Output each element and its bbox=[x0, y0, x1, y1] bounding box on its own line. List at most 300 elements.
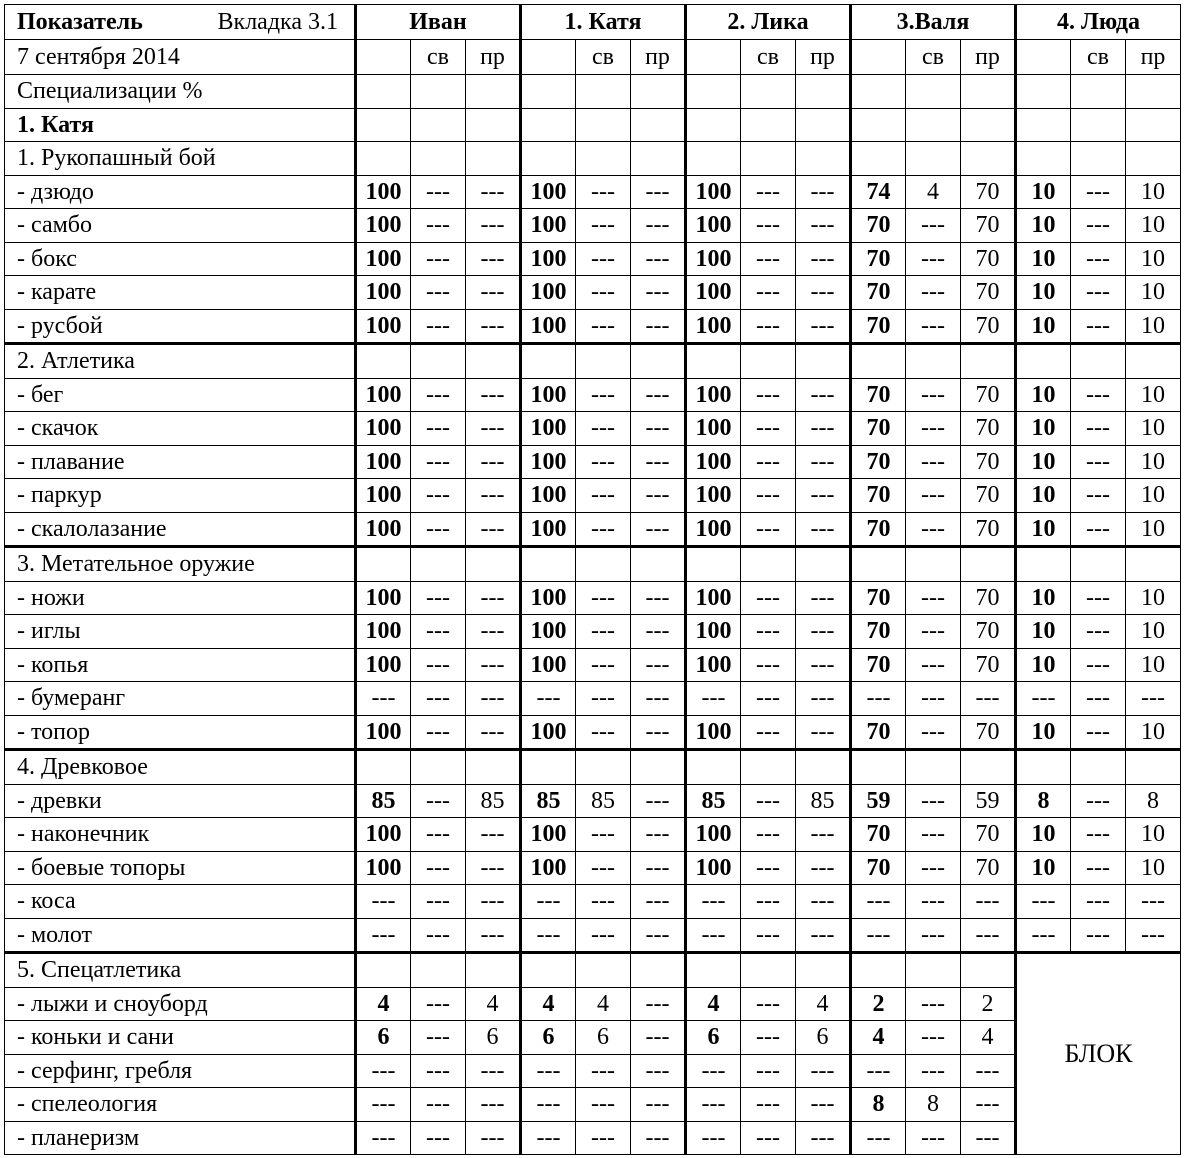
table-cell: 59 bbox=[851, 784, 906, 818]
table-cell: --- bbox=[521, 918, 576, 953]
table-cell: 10 bbox=[1016, 615, 1071, 649]
table-cell: 4 bbox=[961, 1021, 1016, 1055]
table-cell: --- bbox=[741, 581, 796, 615]
table-cell: 10 bbox=[1126, 412, 1181, 446]
subheader-cell bbox=[1016, 40, 1071, 75]
row-label: - паркур bbox=[5, 479, 356, 513]
table-cell: --- bbox=[466, 1121, 521, 1155]
table-cell: --- bbox=[1071, 818, 1126, 852]
table-cell: 100 bbox=[686, 175, 741, 209]
table-cell bbox=[961, 344, 1016, 379]
table-cell: 100 bbox=[686, 242, 741, 276]
table-cell bbox=[466, 75, 521, 109]
table-cell: --- bbox=[576, 615, 631, 649]
table-cell: --- bbox=[961, 885, 1016, 919]
table-cell: --- bbox=[576, 512, 631, 547]
table-cell: --- bbox=[411, 1121, 466, 1155]
table-cell: 10 bbox=[1126, 648, 1181, 682]
table-cell: --- bbox=[1071, 851, 1126, 885]
table-cell: 10 bbox=[1016, 445, 1071, 479]
table-cell: 85 bbox=[521, 784, 576, 818]
table-row bbox=[5, 682, 1181, 716]
table-cell: --- bbox=[1071, 581, 1126, 615]
table-cell: 10 bbox=[1126, 309, 1181, 344]
table-cell: 100 bbox=[521, 818, 576, 852]
table-cell bbox=[1016, 108, 1071, 142]
table-cell: --- bbox=[411, 615, 466, 649]
table-cell: 70 bbox=[851, 479, 906, 513]
table-cell bbox=[466, 547, 521, 582]
table-cell: 10 bbox=[1016, 309, 1071, 344]
table-cell bbox=[796, 953, 851, 988]
table-cell bbox=[356, 953, 411, 988]
table-cell: 100 bbox=[356, 242, 411, 276]
table-cell: --- bbox=[411, 479, 466, 513]
table-cell: --- bbox=[631, 209, 686, 243]
table-cell: 70 bbox=[851, 209, 906, 243]
table-cell: --- bbox=[741, 682, 796, 716]
group-header: Иван bbox=[356, 5, 521, 40]
table-cell: --- bbox=[741, 648, 796, 682]
table-cell: --- bbox=[576, 715, 631, 750]
table-row bbox=[5, 784, 1181, 818]
table-cell: --- bbox=[741, 445, 796, 479]
table-cell: 100 bbox=[521, 648, 576, 682]
table-cell: --- bbox=[741, 818, 796, 852]
table-cell: --- bbox=[631, 175, 686, 209]
table-cell: 70 bbox=[961, 479, 1016, 513]
table-cell: --- bbox=[411, 1021, 466, 1055]
subheader-cell bbox=[521, 40, 576, 75]
subheader-pr: пр bbox=[1126, 40, 1181, 75]
table-cell: 100 bbox=[356, 445, 411, 479]
table-row bbox=[5, 581, 1181, 615]
table-cell: --- bbox=[1071, 715, 1126, 750]
table-cell: 70 bbox=[961, 378, 1016, 412]
row-label: - копья bbox=[5, 648, 356, 682]
table-cell: 4 bbox=[466, 987, 521, 1021]
table-cell bbox=[906, 547, 961, 582]
table-cell: 70 bbox=[961, 242, 1016, 276]
table-cell: --- bbox=[631, 784, 686, 818]
table-cell bbox=[1126, 750, 1181, 785]
table-cell: --- bbox=[1071, 378, 1126, 412]
table-cell: 100 bbox=[686, 581, 741, 615]
table-row bbox=[5, 1088, 1181, 1122]
table-cell bbox=[906, 953, 961, 988]
table-cell: --- bbox=[1126, 918, 1181, 953]
table-cell: 100 bbox=[521, 412, 576, 446]
table-cell bbox=[1071, 108, 1126, 142]
table-cell: --- bbox=[741, 918, 796, 953]
table-cell: 100 bbox=[356, 175, 411, 209]
table-cell: --- bbox=[576, 276, 631, 310]
table-cell: 70 bbox=[851, 581, 906, 615]
table-cell bbox=[1126, 75, 1181, 109]
table-cell: --- bbox=[356, 885, 411, 919]
table-cell: --- bbox=[741, 1021, 796, 1055]
table-row bbox=[5, 445, 1181, 479]
table-cell: 10 bbox=[1126, 276, 1181, 310]
table-cell: --- bbox=[631, 1054, 686, 1088]
table-cell: --- bbox=[906, 918, 961, 953]
row-label: - топор bbox=[5, 715, 356, 750]
table-cell: --- bbox=[1071, 175, 1126, 209]
table-cell: --- bbox=[906, 818, 961, 852]
table-cell: 4 bbox=[851, 1021, 906, 1055]
block-cell: БЛОК bbox=[1016, 953, 1181, 1155]
table-cell bbox=[741, 547, 796, 582]
table-cell: --- bbox=[576, 445, 631, 479]
table-cell: --- bbox=[961, 682, 1016, 716]
table-cell: --- bbox=[466, 715, 521, 750]
table-row bbox=[5, 1121, 1181, 1155]
table-cell: 10 bbox=[1016, 412, 1071, 446]
table-cell: 100 bbox=[356, 615, 411, 649]
table-cell bbox=[1016, 750, 1071, 785]
table-cell bbox=[686, 953, 741, 988]
table-cell: --- bbox=[631, 412, 686, 446]
table-cell: 10 bbox=[1126, 209, 1181, 243]
subheader-sv: св bbox=[741, 40, 796, 75]
table-cell: 6 bbox=[466, 1021, 521, 1055]
table-row bbox=[5, 987, 1181, 1021]
table-cell: 10 bbox=[1016, 378, 1071, 412]
table-cell bbox=[686, 547, 741, 582]
table-cell: 70 bbox=[851, 851, 906, 885]
subheader-sv: св bbox=[576, 40, 631, 75]
table-cell: --- bbox=[466, 309, 521, 344]
table-cell: --- bbox=[411, 648, 466, 682]
subheader-sv: св bbox=[1071, 40, 1126, 75]
table-cell: --- bbox=[906, 1054, 961, 1088]
table-cell: --- bbox=[576, 918, 631, 953]
table-cell: --- bbox=[906, 648, 961, 682]
table-cell: --- bbox=[741, 715, 796, 750]
section-row bbox=[5, 953, 1181, 988]
row-label: - ножи bbox=[5, 581, 356, 615]
table-cell: 10 bbox=[1016, 242, 1071, 276]
table-cell: 8 bbox=[906, 1088, 961, 1122]
table-cell: --- bbox=[906, 276, 961, 310]
table-cell: --- bbox=[851, 885, 906, 919]
table-cell: --- bbox=[576, 648, 631, 682]
table-cell: --- bbox=[631, 309, 686, 344]
table-cell bbox=[521, 344, 576, 379]
table-cell bbox=[1071, 344, 1126, 379]
table-cell: 10 bbox=[1126, 378, 1181, 412]
subheader-pr: пр bbox=[961, 40, 1016, 75]
row-label: - древки bbox=[5, 784, 356, 818]
table-cell: --- bbox=[906, 615, 961, 649]
table-cell: 100 bbox=[356, 851, 411, 885]
table-cell: 70 bbox=[961, 615, 1016, 649]
table-cell: --- bbox=[466, 885, 521, 919]
table-cell: --- bbox=[741, 378, 796, 412]
table-cell: --- bbox=[1071, 479, 1126, 513]
table-cell: --- bbox=[1071, 682, 1126, 716]
table-cell: 2 bbox=[851, 987, 906, 1021]
table-cell: 85 bbox=[796, 784, 851, 818]
table-cell: --- bbox=[851, 1121, 906, 1155]
row-label: - русбой bbox=[5, 309, 356, 344]
table-cell: --- bbox=[796, 479, 851, 513]
table-cell: --- bbox=[411, 818, 466, 852]
table-cell: --- bbox=[631, 615, 686, 649]
table-cell: --- bbox=[466, 209, 521, 243]
table-cell: 10 bbox=[1016, 175, 1071, 209]
table-cell: --- bbox=[1071, 209, 1126, 243]
table-cell: 8 bbox=[1016, 784, 1071, 818]
table-cell: 100 bbox=[356, 309, 411, 344]
table-cell: --- bbox=[741, 1054, 796, 1088]
table-cell: --- bbox=[796, 175, 851, 209]
specializations-table bbox=[4, 4, 1181, 1155]
table-cell: 70 bbox=[851, 818, 906, 852]
table-cell: --- bbox=[961, 1054, 1016, 1088]
table-cell: 4 bbox=[356, 987, 411, 1021]
table-cell: --- bbox=[411, 581, 466, 615]
table-cell: --- bbox=[466, 1088, 521, 1122]
table-cell: --- bbox=[906, 682, 961, 716]
table-cell: 100 bbox=[521, 445, 576, 479]
table-cell: --- bbox=[1071, 885, 1126, 919]
table-cell: 4 bbox=[576, 987, 631, 1021]
table-cell: --- bbox=[576, 309, 631, 344]
table-cell bbox=[1126, 344, 1181, 379]
table-cell: --- bbox=[411, 242, 466, 276]
table-cell: --- bbox=[356, 1121, 411, 1155]
table-cell bbox=[1016, 344, 1071, 379]
subheader-pr: пр bbox=[466, 40, 521, 75]
table-cell: --- bbox=[411, 209, 466, 243]
table-cell: --- bbox=[411, 918, 466, 953]
table-cell: --- bbox=[576, 378, 631, 412]
table-cell: --- bbox=[466, 1054, 521, 1088]
table-row bbox=[5, 276, 1181, 310]
table-cell: --- bbox=[466, 682, 521, 716]
table-cell: --- bbox=[411, 715, 466, 750]
table-cell: --- bbox=[631, 1088, 686, 1122]
table-cell: --- bbox=[356, 1088, 411, 1122]
table-cell: 70 bbox=[851, 276, 906, 310]
header-title-cell bbox=[5, 5, 356, 40]
table-cell: --- bbox=[576, 1088, 631, 1122]
table-cell: 70 bbox=[851, 445, 906, 479]
table-cell: 100 bbox=[686, 412, 741, 446]
table-cell: 100 bbox=[356, 412, 411, 446]
table-cell bbox=[961, 750, 1016, 785]
table-cell: --- bbox=[906, 987, 961, 1021]
table-cell: 85 bbox=[466, 784, 521, 818]
row-label: - бумеранг bbox=[5, 682, 356, 716]
table-row bbox=[5, 242, 1181, 276]
table-cell: --- bbox=[356, 682, 411, 716]
table-cell: --- bbox=[741, 1088, 796, 1122]
table-cell: 100 bbox=[521, 175, 576, 209]
table-cell: --- bbox=[796, 512, 851, 547]
table-cell bbox=[356, 142, 411, 176]
table-cell: --- bbox=[741, 885, 796, 919]
table-cell bbox=[906, 344, 961, 379]
table-cell: --- bbox=[576, 242, 631, 276]
table-cell: 6 bbox=[521, 1021, 576, 1055]
table-cell: --- bbox=[741, 615, 796, 649]
table-cell: --- bbox=[466, 648, 521, 682]
table-cell: --- bbox=[466, 378, 521, 412]
table-cell: 100 bbox=[521, 512, 576, 547]
table-cell: --- bbox=[796, 581, 851, 615]
table-cell: --- bbox=[631, 1021, 686, 1055]
table-cell: --- bbox=[796, 445, 851, 479]
table-cell: --- bbox=[576, 682, 631, 716]
table-cell bbox=[906, 108, 961, 142]
table-cell: --- bbox=[631, 512, 686, 547]
table-cell bbox=[961, 953, 1016, 988]
table-cell: --- bbox=[906, 581, 961, 615]
table-cell: --- bbox=[1071, 648, 1126, 682]
table-cell: --- bbox=[521, 1088, 576, 1122]
table-cell bbox=[906, 750, 961, 785]
table-cell bbox=[851, 108, 906, 142]
table-cell: --- bbox=[741, 851, 796, 885]
table-cell: --- bbox=[851, 682, 906, 716]
table-cell: 70 bbox=[961, 445, 1016, 479]
table-cell: --- bbox=[1071, 412, 1126, 446]
subheader-pr: пр bbox=[631, 40, 686, 75]
table-cell: 100 bbox=[356, 378, 411, 412]
row-label: - молот bbox=[5, 918, 356, 953]
table-cell bbox=[741, 953, 796, 988]
table-cell: --- bbox=[796, 1088, 851, 1122]
table-cell: 100 bbox=[356, 479, 411, 513]
table-cell: 70 bbox=[961, 209, 1016, 243]
table-cell bbox=[1126, 108, 1181, 142]
table-cell: 70 bbox=[851, 412, 906, 446]
table-cell: 6 bbox=[356, 1021, 411, 1055]
table-cell bbox=[466, 142, 521, 176]
table-cell: 100 bbox=[356, 648, 411, 682]
table-cell: 70 bbox=[961, 412, 1016, 446]
table-cell: --- bbox=[741, 309, 796, 344]
table-cell bbox=[686, 344, 741, 379]
table-cell: --- bbox=[466, 242, 521, 276]
table-cell: --- bbox=[411, 276, 466, 310]
date-label: 7 сентября 2014 bbox=[5, 40, 356, 75]
table-cell bbox=[796, 75, 851, 109]
table-cell: --- bbox=[521, 885, 576, 919]
table-cell: 100 bbox=[686, 648, 741, 682]
table-row bbox=[5, 512, 1181, 547]
table-cell: --- bbox=[631, 648, 686, 682]
table-cell: --- bbox=[411, 512, 466, 547]
table-cell: 74 bbox=[851, 175, 906, 209]
table-cell: --- bbox=[631, 581, 686, 615]
table-cell: 10 bbox=[1126, 818, 1181, 852]
table-cell: 10 bbox=[1016, 715, 1071, 750]
table-cell bbox=[1016, 142, 1071, 176]
table-cell: 70 bbox=[851, 378, 906, 412]
table-cell: --- bbox=[906, 412, 961, 446]
table-cell: --- bbox=[576, 818, 631, 852]
table-row bbox=[5, 209, 1181, 243]
table-cell: --- bbox=[411, 1088, 466, 1122]
table-cell bbox=[741, 142, 796, 176]
table-cell: 10 bbox=[1016, 581, 1071, 615]
table-cell bbox=[796, 344, 851, 379]
table-cell: 100 bbox=[521, 276, 576, 310]
table-cell: --- bbox=[576, 885, 631, 919]
table-cell: 100 bbox=[686, 615, 741, 649]
table-cell: --- bbox=[906, 378, 961, 412]
table-cell: --- bbox=[796, 715, 851, 750]
table-cell: --- bbox=[1071, 784, 1126, 818]
table-cell: --- bbox=[466, 276, 521, 310]
table-cell: --- bbox=[356, 918, 411, 953]
row-label: - лыжи и сноуборд bbox=[5, 987, 356, 1021]
table-cell: 10 bbox=[1016, 648, 1071, 682]
table-cell: --- bbox=[356, 1054, 411, 1088]
table-cell bbox=[576, 142, 631, 176]
table-cell: --- bbox=[906, 851, 961, 885]
table-cell: --- bbox=[906, 1121, 961, 1155]
table-cell bbox=[961, 108, 1016, 142]
table-cell bbox=[851, 750, 906, 785]
table-cell: --- bbox=[521, 1121, 576, 1155]
section-row bbox=[5, 75, 1181, 109]
table-cell bbox=[851, 142, 906, 176]
subheader-cell bbox=[686, 40, 741, 75]
table-cell: --- bbox=[906, 512, 961, 547]
section-label: 4. Древковое bbox=[5, 750, 356, 785]
table-cell bbox=[1071, 750, 1126, 785]
table-cell: --- bbox=[411, 987, 466, 1021]
table-cell: 4 bbox=[796, 987, 851, 1021]
table-cell: 10 bbox=[1016, 276, 1071, 310]
table-cell: 4 bbox=[906, 175, 961, 209]
table-cell: --- bbox=[906, 715, 961, 750]
table-cell bbox=[686, 108, 741, 142]
table-cell bbox=[741, 108, 796, 142]
table-cell: --- bbox=[521, 1054, 576, 1088]
table-cell: --- bbox=[411, 885, 466, 919]
table-cell: 100 bbox=[686, 851, 741, 885]
table-cell: 100 bbox=[686, 378, 741, 412]
table-cell bbox=[906, 142, 961, 176]
table-cell: --- bbox=[686, 1054, 741, 1088]
row-label: - скачок bbox=[5, 412, 356, 446]
table-cell: --- bbox=[411, 309, 466, 344]
table-cell: 70 bbox=[851, 648, 906, 682]
table-cell bbox=[356, 108, 411, 142]
section-row bbox=[5, 142, 1181, 176]
table-cell: --- bbox=[631, 715, 686, 750]
table-cell: 8 bbox=[851, 1088, 906, 1122]
table-cell: --- bbox=[796, 309, 851, 344]
table-cell: 70 bbox=[961, 851, 1016, 885]
table-cell: --- bbox=[576, 1121, 631, 1155]
table-cell: 6 bbox=[796, 1021, 851, 1055]
table-cell: --- bbox=[741, 987, 796, 1021]
table-row bbox=[5, 1054, 1181, 1088]
table-cell: 70 bbox=[961, 175, 1016, 209]
row-label: - бег bbox=[5, 378, 356, 412]
table-cell: --- bbox=[796, 851, 851, 885]
table-cell: --- bbox=[796, 209, 851, 243]
row-label: - коньки и сани bbox=[5, 1021, 356, 1055]
table-cell: 6 bbox=[576, 1021, 631, 1055]
section-row bbox=[5, 547, 1181, 582]
